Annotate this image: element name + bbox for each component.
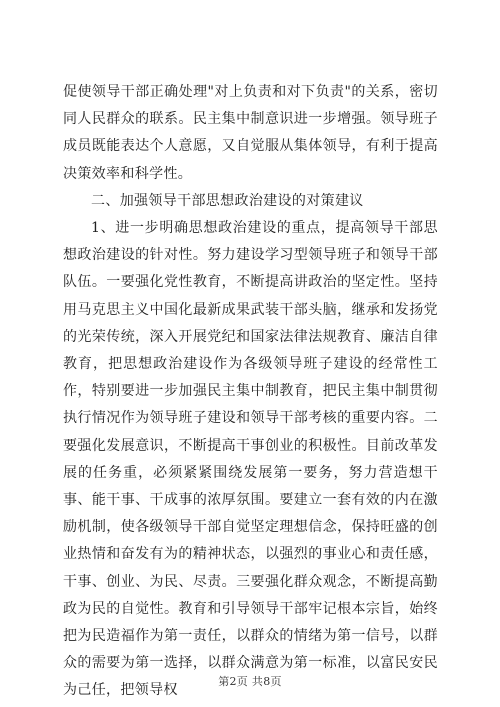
- page-footer: 第2页 共8页: [218, 675, 282, 688]
- section-heading: 二、加强领导干部思想政治建设的对策建议: [91, 192, 364, 209]
- document-body: [63, 79, 438, 705]
- paragraph-continuation: 促使领导干部正确处理"对上负责和对下负责"的关系，密切同人民群众的联系。民主集中制意识进一步增强。领导班子成员既能表达个人意愿，又自觉服从集体领导，有利于提高决策效率和科学性。: [63, 84, 438, 182]
- paragraph-point-1: 1、进一步明确思想政治建设的重点，提高领导干部思想政治建设的针对性。努力建设学习型领导班子和领导干部队伍。一要强化党性教育，不断提高讲政治的坚定性。坚持用马克思主义中国化最新成果武装干部头脑，继承和发扬党的光荣传统，深入开展党纪和国家法律法规教育、廉洁自律教育，把思想政治建设作为各级领导班子建设的经常性工作，特别要进一步加强民主集中制教育，把民主集中制贯彻执行情况作为领导班子建设和领导干部考核的重要内容。二要强化发展意识，不断提高干事创业的积极性。目前改革发展的任务重，必须紧紧围绕发展第一要务，努力营造想干事、能干事、干成事的浓厚氛围。要建立一套有效的内在激励机制，使各级领导干部自觉坚定理想信念，保持旺盛的创业热情和奋发有为的精神状态，以强烈的事业心和责任感，干事、创业、为民、尽责。三要强化群众观念，不断提高勤政为民的自觉性。教育和引导领导干部牢记根本宗旨，始终把为民造福作为第一责任，以群众的情绪为第一信号，以群众的需要为第一选择，以群众满意为第一标准，以富民安民为己任，把领导权: [63, 220, 438, 699]
